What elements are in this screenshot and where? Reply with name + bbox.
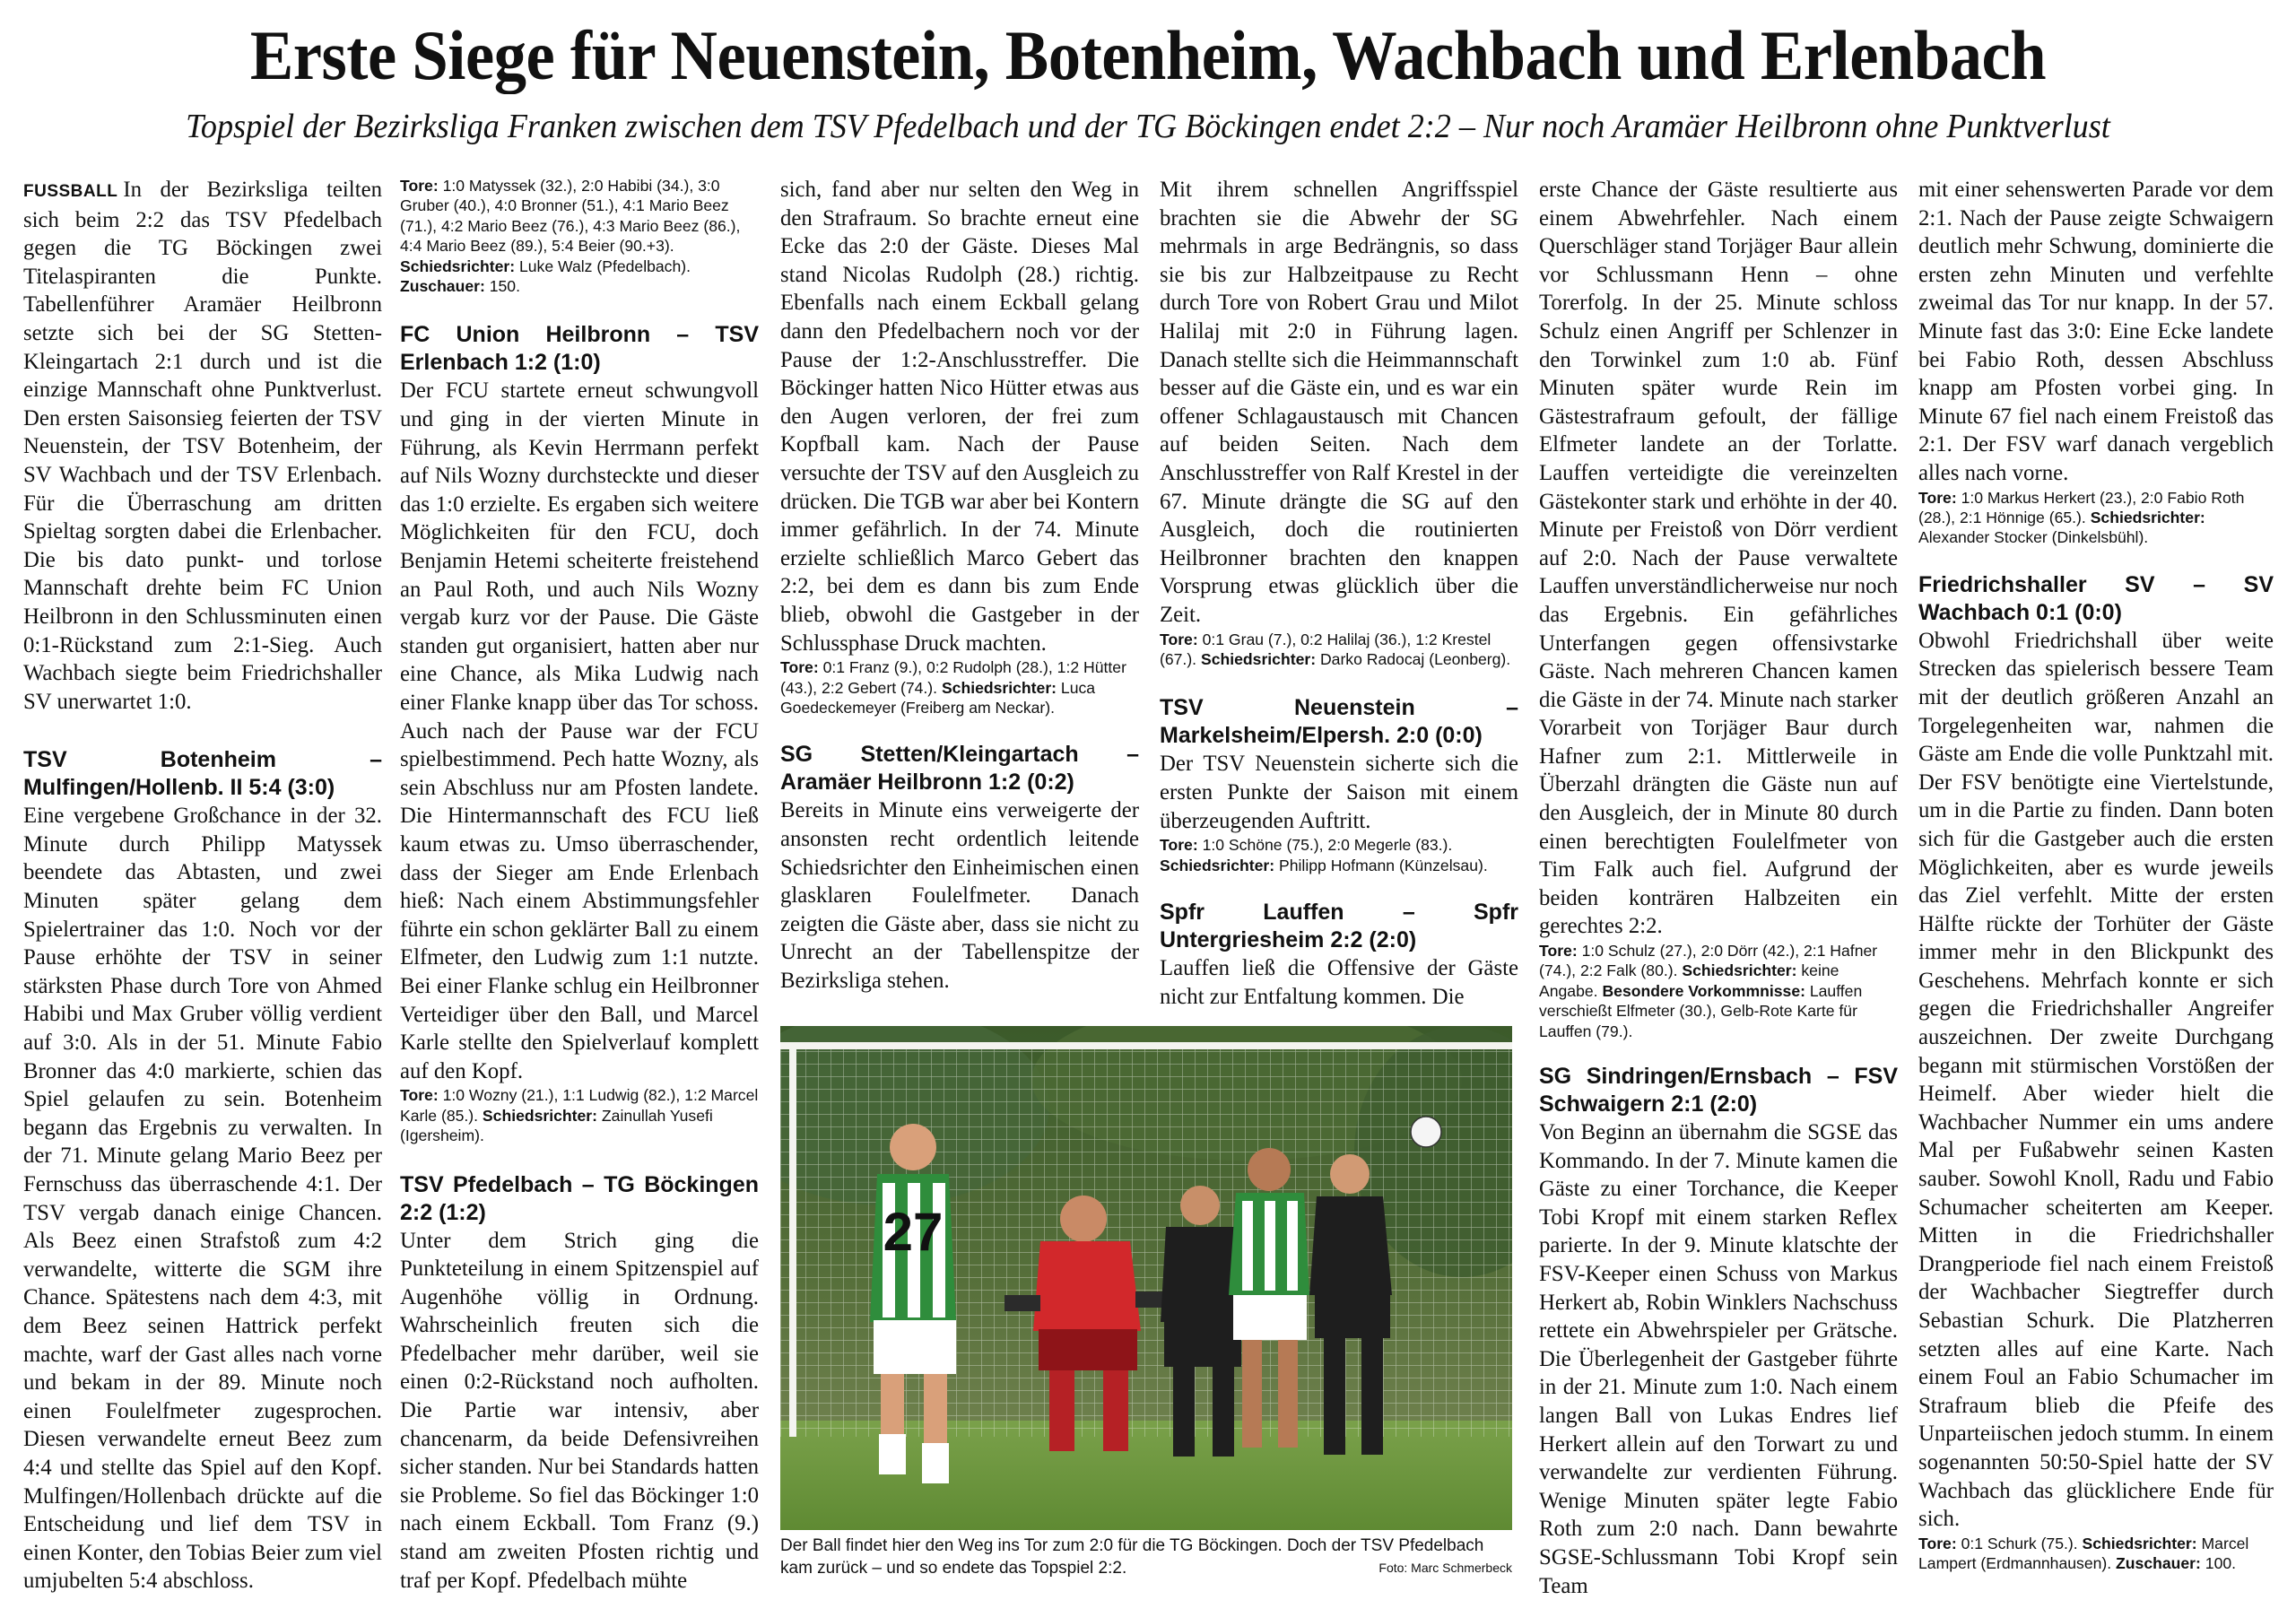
column-2: [400, 176, 759, 1595]
photo-credit: Foto: Marc Schmerbeck: [1378, 1561, 1512, 1575]
game-facts-friedrichshall: Tore: 0:1 Schurk (75.). Schiedsrichter: Marcel Lampert (Erdmannhausen). Zuschauer: 100.: [1918, 1534, 2249, 1573]
match-photo: [780, 1026, 1512, 1530]
game-text-pfedelbach-a: Unter dem Strich ging die Punkteteilung in einem Spitzenspiel auf Augenhöhe völlig in Ordnung. Wahrscheinlich freuten sich die Pfedelbacher mehr darüber, weil sie einen 0:2-Rückstand noch aufholten. Die Partie war intensiv, aber chancenarm, da beide Defensivreihen sicher standen. Nur bei Standards hatten sie Probleme. So fiel das Böckinger 1:0 nach einem Eckball. Tom Franz (9.) stand am zweiten Pfosten richtig und traf per Kopf. Pfedelbach mühte: [400, 1228, 759, 1593]
game-text-sindringen-a: Von Beginn an übernahm die SGSE das Kommando. In der 7. Minute kamen die Gäste zu einer Torchance, die Keeper Tobi Kropf mit einem starken Reflex parierte. In der 9. Minute klatschte der FSV-Keeper einen Schuss von Markus Herkert ab, Robin Winklers Nachschuss rettete ein Abwehrspieler per Grätsche. Die Überlegenheit der Gastgeber führte in der 21. Minute zum 1:0. Nach einem langen Ball von Lukas Endres lief Herkert allein auf den Torwart zu und verwandelte zur verdienten Führung. Wenige Minuten später legte Fabio Roth zum 2:0 nach. Dann bewahrte SGSE-Schlussmann Tobi Kropf sein Team: [1539, 1120, 1898, 1598]
caption-text: Der Ball findet hier den Weg ins Tor zum 2:0 für die TG Böckingen. Doch der TSV Pfedelbach kam zurück – und so endete das Topspiel 2:2.: [780, 1536, 1484, 1578]
column-6: [1918, 176, 2274, 1574]
game-header-lauffen: Spfr Lauffen – Spfr Untergriesheim 2:2 (2:0): [1160, 899, 1518, 952]
column-4: [1160, 176, 1518, 1011]
game-header-union: FC Union Heilbronn – TSV Erlenbach 1:2 (1:0): [400, 322, 759, 376]
game-facts-stetten: Tore: 0:1 Grau (7.), 0:2 Halilaj (36.), 1:2 Krestel (67.). Schiedsrichter: Darko Radocaj (Leonberg).: [1160, 630, 1511, 668]
column-3: [780, 176, 1139, 995]
game-text-lauffen-b: erste Chance der Gäste resultierte aus einem Abwehrfehler. Nach einem Querschläger stand Torjäger Baur allein vor Schlussmann Henn – ohne Torerfolg. In der 25. Minute schloss Schulz einen Angriff per Schlenzer in den Torwinkel zum 1:0 ab. Fünf Minuten später wurde Rein im Gästestrafraum gefoult, der fällige Elfmeter landete an der Torlatte. Lauffen verteidigte die vereinzelten Gästekonter stark und erhöhte in der 40. Minute per Freistoß von Dörr verdient auf 2:0. Nach der Pause verwaltete Lauffen unverständlicherweise nur noch das Ergebnis. Ein gefährliches Unterfangen gegen offensivstarke Gäste. Nach mehreren Chancen kamen die Gäste in der 74. Minute nach starker Vorarbeit von Torjäger Baur durch Hafner zum 2:1. Mittlerweile in Überzahl drängten die Gäste nun auf den Ausgleich, der in Minute 80 durch einen berechtigten Foulelfmeter von Tim Falk auch fiel. Aufgrund der beiden konträren Halbzeiten ein gerechtes 2:2.: [1539, 178, 1898, 939]
game-header-botenheim: TSV Botenheim – Mulfingen/Hollenb. II 5:4 (3:0): [23, 747, 382, 801]
ball: [1411, 1117, 1441, 1147]
game-facts-neuenstein: Tore: 1:0 Schöne (75.), 2:0 Megerle (83.). Schiedsrichter: Philipp Hofmann (Künzelsau).: [1160, 836, 1488, 874]
game-text-neuenstein: Der TSV Neuenstein sicherte sich die ersten Punkte der Saison mit einem überzeugenden Auftritt.: [1160, 752, 1518, 833]
game-text-stetten-a: Bereits in Minute eins verweigerte der ansonsten recht ordentlich leitende Schiedsrichter den Einheimischen einen glasklaren Foulelfmeter. Danach zeigten die Gäste aber, dass sie nicht zu Unrecht an der Tabellenspitze der Bezirksliga stehen.: [780, 798, 1139, 993]
game-facts-union: Tore: 1:0 Wozny (21.), 1:1 Ludwig (82.), 1:2 Marcel Karle (85.). Schiedsrichter: Zainullah Yusefi (Igersheim).: [400, 1086, 759, 1145]
game-facts-sindringen: Tore: 1:0 Markus Herkert (23.), 2:0 Fabio Roth (28.), 2:1 Hönnige (65.). Schiedsrichter: Alexander Stocker (Dinkelsbühl).: [1918, 488, 2245, 547]
game-text-sindringen-b: mit einer sehenswerten Parade vor dem 2:1. Nach der Pause zeigte Schwaigern deutlich mehr Schwung, dominierte die ersten zehn Minuten und verfehlte zweimal das Tor nur knapp. In der 57. Minute fast das 3:0: Eine Ecke landete bei Fabio Roth, dessen Abschluss knapp am Pfosten vorbei ging. In Minute 67 fiel nach einem Freistoß das 2:1. Der FSV warf danach vergeblich alles nach vorne.: [1918, 178, 2274, 485]
jersey-number: 27: [883, 1202, 944, 1262]
column-1: [23, 176, 382, 1596]
intro-text: In der Bezirksliga teilten sich beim 2:2 das TSV Pfedelbach gegen die TG Böckingen zwei Titelaspiranten die Punkte. Tabellenführer Aramäer Heilbronn setzte sich bei der SG Stetten-Kleingartach 2:1 durch und ist die einzige Mannschaft ohne Punktverlust. Den ersten Saisonsieg feierten der TSV Neuenstein, der TSV Botenheim, der SV Wachbach und der TSV Erlenbach. Für die Überraschung am dritten Spieltag sorgten dabei die Erlenbacher. Die bis dato punkt- und torlose Mannschaft drehte beim FC Union Heilbronn in den Schlussminuten einen 0:1-Rückstand zum 2:1-Sieg. Auch Wachbach siegte beim Friedrichshaller SV unerwartet 1:0.: [23, 178, 382, 714]
game-text-union: Der FCU startete erneut schwungvoll und ging in der vierten Minute in Führung, als Kevin Herrmann perfekt auf Nils Wozny durchsteckte und dieser das 1:0 erzielte. Es ergaben sich weitere Möglichkeiten für den FCU, doch Benjamin Hetemi scheiterte freistehend an Paul Roth, und auch Nils Wozny vergab kurz vor der Pause. Die Gäste standen gut organisiert, hatten aber nur eine Chance, als Mika Ludwig nach einer Flanke knapp über das Tor schoss. Auch nach der Pause war der FCU spielbestimmend. Pech hatte Wozny, als sein Abschluss nur am Pfosten landete. Die Hintermannschaft des FCU ließ kaum etwas zu. Umso überraschender, dass der Sieger am Ende Erlenbach hieß: Nach einem Abstimmungsfehler führte ein schon geklärter Ball zu einem Elfmeter, den Ludwig zum 1:1 nutzte. Bei einer Flanke schlug ein Heilbronner Verteidiger über den Ball, und Marcel Karle stellte den Spielverlauf komplett auf den Kopf.: [400, 378, 759, 1083]
intro-paragraph: [23, 176, 382, 716]
game-text-botenheim: Eine vergebene Großchance in der 32. Minute durch Philipp Matyssek beendete das Abtasten, und zwei Minuten später gelang dem Spielertrainer das 1:0. Noch vor der Pause erhöhte der TSV in seiner stärksten Phase durch Tore von Ahmed Habibi und Max Gruber völlig verdient auf 3:0. Als in der 51. Minute Fabio Bronner das 4:0 markierte, schien das Spiel gelaufen zu sein. Botenheim begann das Ergebnis zu verwalten. In der 71. Minute gelang Mario Beez per Fernschuss das überraschende 4:1. Der TSV vergab danach einige Chancen. Als Beez einen Strafstoß zum 4:2 verwandelte, witterte die SGM ihre Chance. Spätestens nach dem 4:3, mit dem Beez seinen Hattrick perfekt machte, warf der Gast alles nach vorne und bekam in der 89. Minute noch einen Foulelfmeter zugesprochen. Diesen verwandelte erneut Beez zum 4:4 und stellte das Spiel auf den Kopf. Mulfingen/Hollenbach drückte auf die Entscheidung und lief dem TSV in einen Konter, den Tobias Beier zum viel umjubelten 5:4 abschloss.: [23, 804, 382, 1594]
game-facts-lauffen: Tore: 1:0 Schulz (27.), 2:0 Dörr (42.), 2:1 Hafner (74.), 2:2 Falk (80.). Schiedsrichter: keine Angabe. Besondere Vorkommnisse: Lauffen verschießt Elfmeter (30.), Gelb-Rote Karte für Lauffen (79.).: [1539, 942, 1878, 1040]
photo-caption: [780, 1535, 1512, 1579]
game-text-friedrichshall: Obwohl Friedrichshall über weite Strecken das spielerisch bessere Team mit der deutlich größeren Anzahl an Torgelegenheiten war, nahmen die Gäste am Ende die volle Punktzahl mit. Der FSV benötigte eine Viertelstunde, um in die Partie zu finden. Dann boten sich für die Gastgeber auch die ersten Möglichkeiten, aber es wurde jeweils das Ziel verfehlt. Mitte der ersten Hälfte rückte der Torhüter der Gäste immer mehr in den Blickpunkt des Geschehens. Mehrfach konnte er sich gegen die Friedrichshaller Angreifer auszeichnen. Der zweite Durchgang begann mit stürmischen Vorstößen der Heimelf. Aber wieder hielt die Wachbacher Nummer ein ums andere Mal per Fußabwehr seinen Kasten sauber. Sowohl Knoll, Radu und Fabio Schumacher scheiterten am Keeper. Mitten in die Friedrichshaller Drangperiode fiel nach einem Freistoß der Wachbacher Siegtreffer durch Sebastian Schurk. Die Platzherren setzten alles auf eine Karte. Nach einem Foul an Fabio Schumacher im Strafraum blieb die Pfeife des Unparteiischen jedoch stumm. In einem sogenannten 50:50-Spiel hatte der SV Wachbach das glücklichere Ende für sich.: [1918, 628, 2274, 1532]
game-text-lauffen-a: Lauffen ließ die Offensive der Gäste nicht zur Entfaltung kommen. Die: [1160, 955, 1518, 1009]
game-header-pfedelbach: TSV Pfedelbach – TG Böckingen 2:2 (1:2): [400, 1171, 759, 1225]
subheadline: Topspiel der Bezirksliga Franken zwischen dem TSV Pfedelbach und der TG Böckingen endet 2:2 – Nur noch Aramäer Heilbronn ohne Punktverlust: [186, 108, 2110, 145]
headline: Erste Siege für Neuenstein, Botenheim, Wachbach und Erlenbach: [249, 16, 2047, 94]
game-header-neuenstein: TSV Neuenstein – Markelsheim/Elpersh. 2:0 (0:0): [1160, 695, 1518, 749]
game-text-pfedelbach-b: sich, fand aber nur selten den Weg in den Strafraum. So brachte erneut eine Ecke das 2:0 der Gäste. Dieses Mal stand Nicolas Rudolph (28.) richtig. Ebenfalls nach einem Eckball gelang dann den Pfedelbachern noch vor der Pause der 1:2-Anschlusstreffer. Die Böckinger hatten Nico Hütter etwas aus den Augen verloren, der frei zum Kopfball kam. Nach der Pause versuchte der TSV auf den Ausgleich zu drücken. Die TGB war aber bei Kontern immer gefährlich. In der 74. Minute erzielte schließlich Marco Gebert das 2:2, bei dem es dann bis zum Ende blieb, obwohl die Gastgeber in der Schlussphase Druck machten.: [780, 178, 1139, 656]
game-facts-pfedelbach: Tore: 0:1 Franz (9.), 0:2 Rudolph (28.), 1:2 Hütter (43.), 2:2 Gebert (74.). Schiedsrichter: Luca Goedeckemeyer (Freiberg am Neckar).: [780, 658, 1126, 717]
football-scene-illustration: [780, 1026, 1512, 1530]
game-header-sindringen: SG Sindringen/Ernsbach – FSV Schwaigern 2:1 (2:0): [1539, 1064, 1898, 1117]
kicker: FUSSBALL: [23, 182, 118, 201]
game-header-stetten: SG Stetten/Kleingartach – Aramäer Heilbronn 1:2 (0:2): [780, 742, 1139, 796]
game-text-stetten-b: Mit ihrem schnellen Angriffsspiel brachten sie die Abwehr der SG mehrmals in arge Bedrängnis, so dass sie bis zur Halbzeitpause zu Recht durch Tore von Robert Grau und Milot Halilaj mit 2:0 in Führung lagen. Danach stellte sich die Heimmannschaft besser auf die Gäste ein, und es war ein offener Schlagaustausch mit Chancen auf beiden Seiten. Nach dem Anschlusstreffer von Ralf Krestel in der 67. Minute drängte die SG auf den Ausgleich, doch die routinierten Heilbronner brachten den knappen Vorsprung etwas glücklich über die Zeit.: [1160, 178, 1518, 627]
game-facts-botenheim: Tore: 1:0 Matyssek (32.), 2:0 Habibi (34.), 3:0 Gruber (40.), 4:0 Bronner (51.), 4:1 Mario Beez (71.), 4:2 Mario Beez (76.), 4:3 Mario Beez (86.), 4:4 Mario Beez (89.), 5:4 Beier (90.+3). Schiedsrichter: Luke Walz (Pfedelbach). Zuschauer: 150.: [400, 177, 741, 296]
game-header-friedrichshall: Friedrichshaller SV – SV Wachbach 0:1 (0:0): [1918, 571, 2274, 625]
column-5: [1539, 176, 1898, 1600]
